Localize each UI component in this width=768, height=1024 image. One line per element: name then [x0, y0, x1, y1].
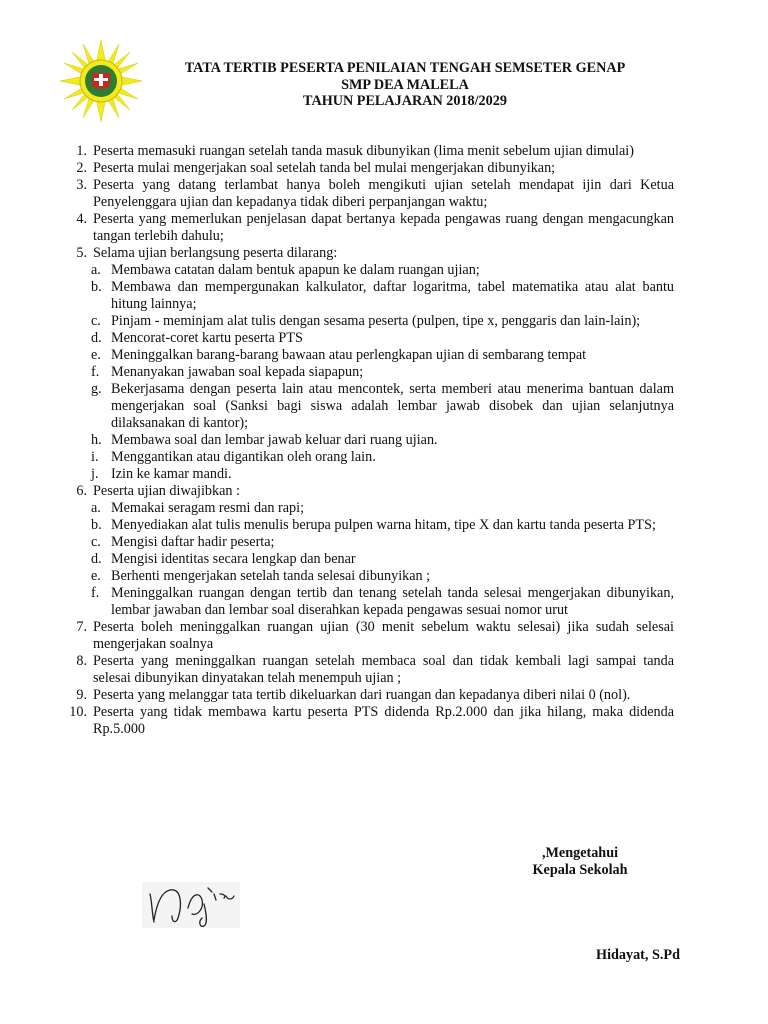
subrule-text: Bekerjasama dengan peserta lain atau mencontek, serta memberi atau menerima bantuan dalam mengerjakan soal (Sanksi bagi siswa adalah lembar jawab disobek dan ujian selanjutnya dilaksanakan di kantor); [111, 381, 674, 431]
rule-number: 10. [69, 704, 87, 720]
subrule-letter: a. [91, 262, 101, 278]
rule-5j [60, 466, 674, 483]
subrule-text: Menyediakan alat tulis menulis berupa pulpen warna hitam, tipe X dan kartu tanda peserta PTS; [111, 517, 656, 533]
subrule-letter: f. [91, 364, 100, 380]
subrule-letter: e. [91, 568, 101, 584]
rule-2 [60, 160, 674, 177]
document-header [150, 60, 660, 110]
rule-5h [60, 432, 674, 449]
subrule-text: Menggantikan atau digantikan oleh orang lain. [111, 449, 376, 465]
rule-6b [60, 517, 674, 534]
rule-5i [60, 449, 674, 466]
subrule-text: Membawa soal dan lembar jawab keluar dari ruang ujian. [111, 432, 438, 448]
school-logo [60, 40, 142, 122]
rule-text: Peserta yang melanggar tata tertib dikeluarkan dari ruangan dan kepadanya diberi nilai 0 (nol). [93, 687, 631, 703]
subrule-letter: d. [91, 330, 102, 346]
rule-5c [60, 313, 674, 330]
subrule-letter: i. [91, 449, 99, 465]
rule-6c [60, 534, 674, 551]
rules-list [60, 143, 674, 738]
subrule-text: Memakai seragam resmi dan rapi; [111, 500, 305, 516]
rule-5f [60, 364, 674, 381]
subrule-letter: a. [91, 500, 101, 516]
rule-text: Selama ujian berlangsung peserta dilarang: [93, 245, 338, 261]
rule-text: Peserta boleh meninggalkan ruangan ujian (30 menit sebelum waktu selesai) jika sudah selesai mengerjakan soalnya [93, 619, 674, 652]
subrule-text: Pinjam - meminjam alat tulis dengan sesama peserta (pulpen, tipe x, penggaris dan lain-lain); [111, 313, 641, 329]
subrule-text: Membawa dan mempergunakan kalkulator, daftar logaritma, tabel matematika atau alat bantu hitung lainnya; [111, 279, 674, 312]
subrule-letter: j. [91, 466, 99, 482]
subrule-text: Menanyakan jawaban soal kepada siapapun; [111, 364, 364, 380]
rule-number: 1. [76, 143, 87, 159]
rule-4 [60, 211, 674, 245]
rule-5b [60, 279, 674, 313]
rule-1 [60, 143, 674, 160]
subrule-letter: f. [91, 585, 100, 601]
subrule-text: Berhenti mengerjakan setelah tanda selesai dibunyikan ; [111, 568, 431, 584]
rule-text: Peserta yang datang terlambat hanya boleh mengikuti ujian setelah mendapat ijin dari Ketua Penyelenggara ujian dan kepadanya tidak diberi perpanjangan waktu; [93, 177, 674, 210]
rule-number: 4. [76, 211, 87, 227]
subrule-letter: h. [91, 432, 102, 448]
rule-5 [60, 245, 674, 262]
subrule-text: Mengisi identitas secara lengkap dan benar [111, 551, 356, 567]
subrule-letter: c. [91, 534, 101, 550]
subrule-letter: g. [91, 381, 102, 397]
rule-text: Peserta yang meninggalkan ruangan setelah membaca soal dan tidak kembali lagi sampai tanda selesai dibunyikan dinyatakan telah menempuh ujian ; [93, 653, 674, 686]
rule-6 [60, 483, 674, 500]
header-academic-year: TAHUN PELAJARAN 2018/2029 [303, 93, 507, 109]
rule-text: Peserta yang memerlukan penjelasan dapat bertanya kepada pengawas ruang dengan mengacungkan tangan terlebih dahulu; [93, 211, 674, 244]
subrule-letter: e. [91, 347, 101, 363]
rule-6d [60, 551, 674, 568]
rule-number: 2. [76, 160, 87, 176]
subrule-text: Meninggalkan barang-barang bawaan atau perlengkapan ujian di sembarang tempat [111, 347, 587, 363]
rule-8 [60, 653, 674, 687]
rule-text: Peserta yang tidak membawa kartu peserta PTS didenda Rp.2.000 dan jika hilang, maka didenda Rp.5.000 [93, 704, 674, 737]
rule-5a [60, 262, 674, 279]
signature-block [510, 845, 650, 879]
rule-number: 9. [76, 687, 87, 703]
subrule-letter: b. [91, 279, 102, 295]
rule-6f [60, 585, 674, 619]
rule-number: 5. [76, 245, 87, 261]
rule-6a [60, 500, 674, 517]
subrule-text: Izin ke kamar mandi. [111, 466, 232, 482]
handwritten-signature [142, 882, 240, 928]
rule-5d [60, 330, 674, 347]
header-school-name: SMP DEA MALELA [341, 76, 469, 93]
rule-text: Peserta memasuki ruangan setelah tanda masuk dibunyikan (lima menit sebelum ujian dimulai) [93, 143, 634, 159]
subrule-letter: c. [91, 313, 101, 329]
rule-6e [60, 568, 674, 585]
rule-5e [60, 347, 674, 364]
subrule-text: Membawa catatan dalam bentuk apapun ke dalam ruangan ujian; [111, 262, 480, 278]
subrule-letter: d. [91, 551, 102, 567]
rule-10 [60, 704, 674, 738]
rule-number: 3. [76, 177, 87, 193]
rule-7 [60, 619, 674, 653]
rule-5g [60, 381, 674, 432]
rule-3 [60, 177, 674, 211]
rule-number: 8. [76, 653, 87, 669]
rule-9 [60, 687, 674, 704]
rule-text: Peserta mulai mengerjakan soal setelah tanda bel mulai mengerjakan dibunyikan; [93, 160, 556, 176]
principal-title: Kepala Sekolah [532, 862, 628, 878]
principal-name: Hidayat, S.Pd [596, 947, 680, 963]
acknowledgement-label: ,Mengetahui [541, 845, 619, 861]
header-title: TATA TERTIB PESERTA PENILAIAN TENGAH SEMSETER GENAP [184, 60, 626, 76]
subrule-letter: b. [91, 517, 102, 533]
rule-number: 6. [76, 483, 87, 499]
rule-text: Peserta ujian diwajibkan : [93, 483, 240, 499]
rule-number: 7. [76, 619, 87, 635]
subrule-text: Meninggalkan ruangan dengan tertib dan tenang setelah tanda selesai mengerjakan dibunyikan, lembar jawaban dan lembar soal diserahkan kepada pengawas sesuai nomor urut [111, 585, 674, 618]
subrule-text: Mengisi daftar hadir peserta; [111, 534, 275, 550]
subrule-text: Mencorat-coret kartu peserta PTS [111, 330, 303, 346]
